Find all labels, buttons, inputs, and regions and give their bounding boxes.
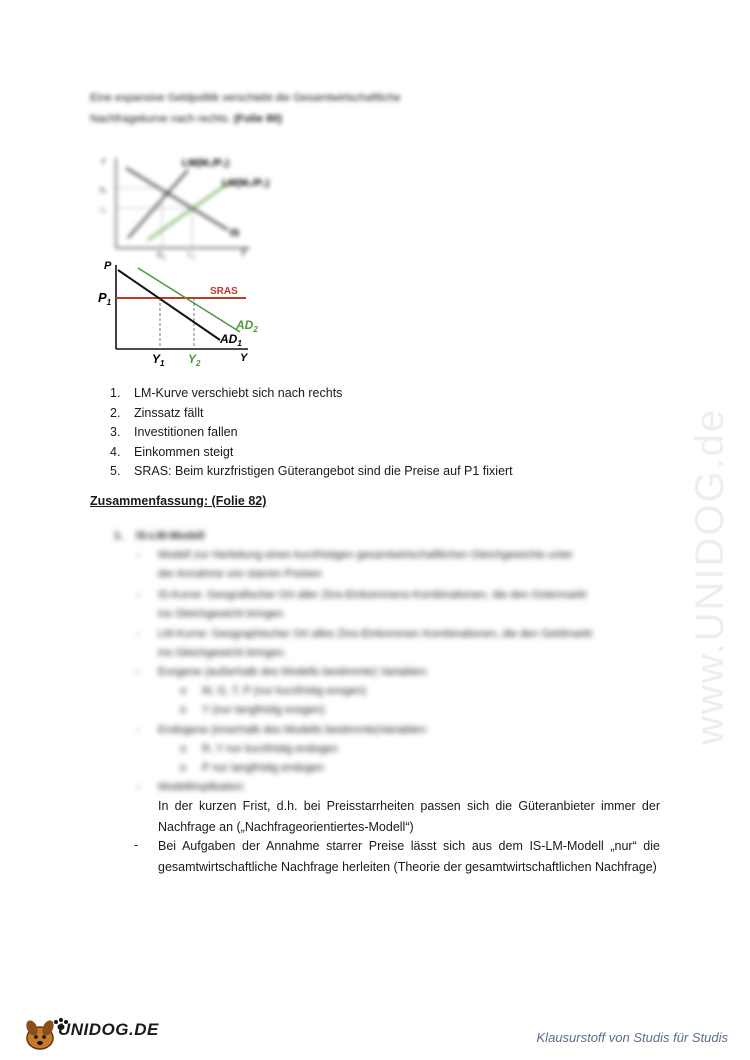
ad2-label-sub: 2 xyxy=(253,325,258,334)
row-text: IS-LM-Modell xyxy=(136,530,205,542)
row-text: ins Gleichgewicht bringen xyxy=(158,608,284,620)
watermark: www.UNIDOG.de xyxy=(688,407,732,745)
list-item xyxy=(110,443,513,463)
y1-label-bottom xyxy=(152,352,165,368)
row-marker: - xyxy=(136,628,140,640)
y1-label-sub: 1 xyxy=(160,359,165,368)
summary-blurred-row xyxy=(158,643,286,663)
y1-label-main: Y xyxy=(152,352,161,366)
list-item-text: Einkommen steigt xyxy=(134,444,234,459)
summary-blurred-row xyxy=(180,758,325,778)
row-marker: - xyxy=(136,589,140,601)
lm2-curve xyxy=(148,182,230,240)
sras-label: SRAS xyxy=(210,286,238,297)
row-text: LM-Kurve: Geographischer Ort alles Zins-Einkommen Kombinationen, die den Geldmarkt xyxy=(158,628,593,640)
y1-label-top: Y₁ xyxy=(156,250,165,260)
p1-label-main: P xyxy=(98,290,107,305)
row-text: Modell zur Herleitung eines kurzfristigen gesamtwirtschaftlichen Gleichgewichts unter xyxy=(158,549,574,561)
list-item-number: 3. xyxy=(110,425,121,439)
y2-label-bottom xyxy=(188,352,201,368)
lm2-label: LM(M₂/P₁) xyxy=(222,178,270,189)
row-text: ins Gleichgewicht bringen. xyxy=(158,647,287,659)
list-item xyxy=(110,384,513,404)
steps-list xyxy=(110,384,513,482)
row-marker: 1. xyxy=(114,530,124,542)
lm1-curve xyxy=(128,170,188,238)
summary-blurred-row xyxy=(136,585,587,605)
row-text: IS-Kurve: Geografischer Ort aller Zins-Einkommens-Kombinationen, die den Gütermarkt xyxy=(158,589,587,601)
row-text: Exogene (außerhalb des Modells bestimmte) Variablen: xyxy=(158,666,429,678)
list-item-number: 2. xyxy=(110,405,121,420)
summary-blurred-row xyxy=(136,662,429,682)
list-item-number: 4. xyxy=(110,444,121,459)
summary-heading: Zusammenfassung: (Folie 82) xyxy=(90,494,267,508)
summary-blurred-row xyxy=(136,545,574,565)
intro-slide-ref: (Folie 80) xyxy=(233,113,282,125)
p1-label xyxy=(98,290,112,307)
y2-label-main: Y xyxy=(188,352,197,366)
ad1-label-main: AD xyxy=(220,332,238,346)
summary-blurred-row xyxy=(180,739,338,759)
summary-blurred-row xyxy=(158,604,283,624)
footer-slogan: Klausurstoff von Studis für Studis xyxy=(536,1030,728,1045)
summary-blurred-row xyxy=(136,777,246,797)
logo-text: UNIDOG.DE xyxy=(58,1020,159,1039)
summary-blurred-row xyxy=(136,720,429,740)
ad2-curve xyxy=(138,268,240,332)
row-text: Endogene (innerhalb des Modells bestimmte)Variablen: xyxy=(158,724,429,736)
summary-blurred-row xyxy=(180,700,325,720)
ad1-curve xyxy=(118,270,220,340)
summary-blurred-row xyxy=(158,564,322,584)
summary-blurred-row xyxy=(180,681,367,701)
row-marker: o xyxy=(180,685,187,697)
ad1-label xyxy=(219,332,242,348)
row-marker: - xyxy=(136,724,140,736)
list-item-text: Investitionen fallen xyxy=(134,425,238,439)
list-item-text: SRAS: Beim kurzfristigen Güterangebot sind die Preise auf P1 fixiert xyxy=(134,464,513,478)
is-lm-chart xyxy=(90,150,270,260)
list-item xyxy=(110,462,513,482)
ad2-label-main: AD xyxy=(236,318,254,332)
summary-blurred-row xyxy=(136,624,593,644)
intro-line-2 xyxy=(90,109,510,130)
intro-text xyxy=(90,88,510,130)
r1-label: r₁ xyxy=(100,184,106,194)
list-item-number: 5. xyxy=(110,464,121,478)
row-text: R, Y nur kurzfristig endogen xyxy=(202,743,338,755)
p1-label-sub: 1 xyxy=(106,298,112,307)
row-marker: - xyxy=(136,666,140,678)
summary-dash: - xyxy=(134,838,139,852)
ad-sras-chart xyxy=(90,255,270,370)
summary-paragraph-1: In der kurzen Frist, d.h. bei Preisstarrheiten passen sich die Güteranbieter immer der Nachfrage an („Nachfrageorientiertes-Modell“) xyxy=(158,799,660,834)
list-item-text: LM-Kurve verschiebt sich nach rechts xyxy=(134,386,343,400)
row-text: der Annahme von starren Preisen xyxy=(158,568,322,580)
is-lm-y-axis-label: r xyxy=(102,156,106,167)
list-item-number: 1. xyxy=(110,386,121,400)
ad-x-axis-label: Y xyxy=(240,352,248,364)
ad2-label xyxy=(235,318,258,334)
y2-label-top: Y₂ xyxy=(186,250,196,260)
row-text: Modellimplikation: xyxy=(158,781,246,793)
row-marker: o xyxy=(180,743,187,755)
list-item xyxy=(110,423,513,443)
row-marker: o xyxy=(180,704,187,716)
is-label: IS xyxy=(230,228,240,239)
summary-paragraph-2: Bei Aufgaben der Annahme starrer Preise lässt sich aus dem IS-LM-Modell „nur“ die gesamtwirtschaftliche Nachfrage herleiten (Theorie der gesamtwirtschaftlichen Nachfrage) xyxy=(158,839,660,874)
intro-line-1: Eine expansive Geldpolitik verschiebt die Gesamtwirtschaftliche xyxy=(90,92,401,104)
intro-line-2-text: Nachfragekurve nach rechts. xyxy=(90,113,231,125)
row-text: M, G, T, P (nur kurzfristig exogen) xyxy=(202,685,367,697)
row-text: Y (nur langfristig exogen) xyxy=(202,704,325,716)
row-marker: - xyxy=(136,781,140,793)
row-marker: o xyxy=(180,762,187,774)
r2-label: r₂ xyxy=(100,204,107,214)
list-item xyxy=(110,404,513,424)
ad-y-axis-label: P xyxy=(104,260,112,272)
y2-label-sub: 2 xyxy=(196,359,201,368)
row-marker: - xyxy=(136,549,140,561)
summary-blurred-row xyxy=(114,526,205,546)
row-text: P nur langfristig endogen xyxy=(202,762,325,774)
ad1-label-sub: 1 xyxy=(237,339,242,348)
is-lm-x-axis-label: Y xyxy=(240,248,247,259)
lm1-label: LM(M₁/P₁) xyxy=(182,158,230,169)
list-item-text: Zinssatz fällt xyxy=(134,405,204,420)
